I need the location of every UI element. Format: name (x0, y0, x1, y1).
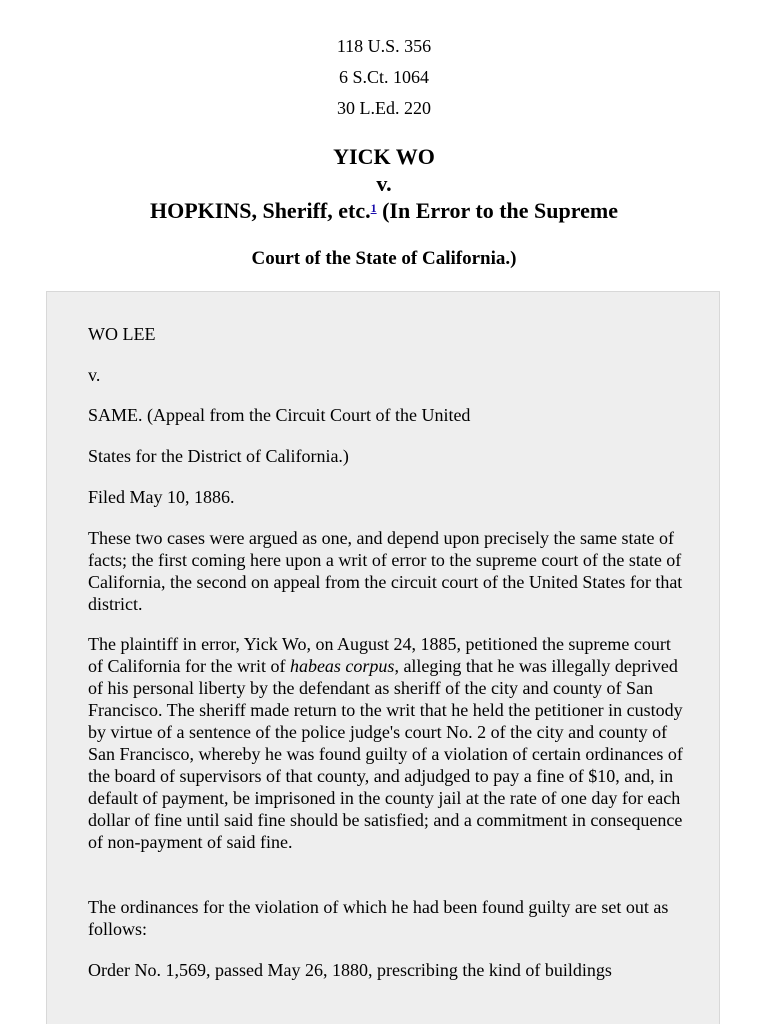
case-title-line-3 (0, 197, 768, 224)
case-title-line-2: v. (376, 171, 392, 196)
footnote-link[interactable]: 1 (370, 201, 377, 215)
companion-case-appeal-line-2: States for the District of California.) (88, 446, 349, 466)
footnote-marker (371, 201, 377, 215)
case-title (0, 143, 768, 224)
case-title-line-1: YICK WO (333, 144, 435, 169)
companion-case-appeal-line-1: SAME. (Appeal from the Circuit Court of the United (88, 405, 471, 425)
filed-date: Filed May 10, 1886. (88, 487, 235, 507)
case-title-party: HOPKINS, Sheriff, etc. (150, 198, 371, 223)
case-title-court: (In Error to the Supreme (376, 198, 618, 223)
habeas-corpus-term: habeas corpus (289, 656, 395, 676)
companion-case-name: WO LEE (88, 324, 156, 344)
citation-lawyers-edition: 30 L.Ed. 220 (337, 98, 431, 118)
citation-supreme-court-reporter: 6 S.Ct. 1064 (338, 67, 430, 87)
paragraph-petition: The plaintiff in error, Yick Wo, on August 24, 1885, petitioned the supreme court of California for the writ of habeas corpus, alleging that he was illegally deprived of his personal liberty by the defendant as sheriff of the city and county of San Francisco. The sheriff made return to the writ that he held the petitioner in custody by virtue of a sentence of the police judge's court No. 2 of the city and county of San Francisco, whereby he was found guilty of a violation of certain ordinances of the board of supervisors of that county, and adjudged to pay a fine of $10, and, in default of payment, be imprisoned in the county jail at the rate of one day for each dollar of fine until said fine should be satisfied; and a commitment in consequence of non-payment of said fine. (88, 634, 683, 852)
citation-us-reports: 118 U.S. 356 (336, 36, 432, 56)
companion-case-versus: v. (88, 365, 101, 385)
paragraph-order-1569: Order No. 1,569, passed May 26, 1880, prescribing the kind of buildings (88, 960, 612, 980)
case-citations (0, 34, 768, 127)
paragraph-ordinances: The ordinances for the violation of which he had been found guilty are set out as follows: (88, 897, 669, 939)
opinion-panel (46, 291, 720, 1024)
case-subtitle: Court of the State of California.) (251, 248, 517, 269)
paragraph-argued-together: These two cases were argued as one, and depend upon precisely the same state of facts; the first coming here upon a writ of error to the supreme court of the state of California, the second on appeal from the circuit court of the United States for that district. (88, 528, 683, 614)
